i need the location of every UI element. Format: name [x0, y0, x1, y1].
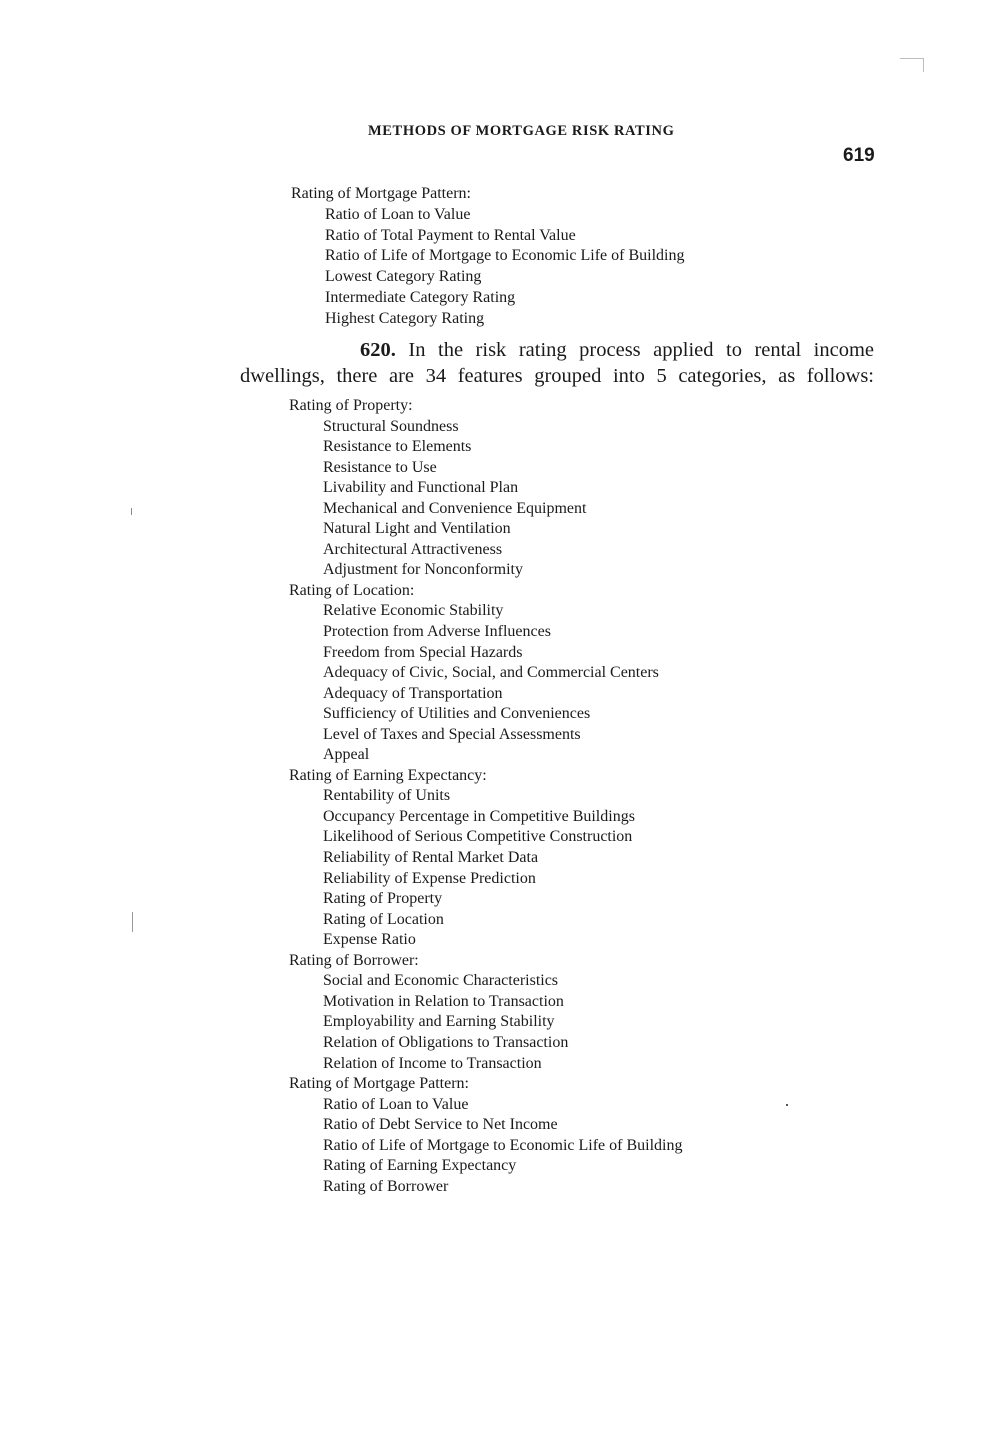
feature-item: Expense Ratio	[323, 931, 416, 949]
section-paragraph	[240, 337, 874, 389]
feature-item: Livability and Functional Plan	[323, 479, 519, 497]
feature-item: Occupancy Percentage in Competitive Buildings	[323, 807, 635, 825]
feature-item: Adequacy of Civic, Social, and Commercial Centers	[323, 664, 659, 682]
feature-item: Ratio of Loan to Value	[325, 205, 471, 223]
feature-item: Sufficiency of Utilities and Conveniences	[323, 705, 591, 723]
feature-item: Rentability of Units	[323, 787, 451, 805]
paragraph-line-2: dwellings, there are 34 features grouped into 5 categories, as follows:	[240, 365, 874, 387]
feature-item: Rating of Earning Expectancy	[323, 1157, 517, 1175]
category-title: Rating of Mortgage Pattern:	[291, 185, 471, 202]
category-title: Rating of Borrower:	[289, 951, 419, 969]
running-title: METHODS OF MORTGAGE RISK RATING	[368, 123, 675, 139]
paragraph-number: 620.	[360, 339, 396, 361]
feature-item: Structural Soundness	[323, 417, 459, 435]
feature-item: Highest Category Rating	[325, 309, 485, 327]
paragraph-line-1: In the risk rating process applied to rental income	[408, 339, 875, 361]
feature-item: Relative Economic Stability	[323, 602, 504, 620]
feature-item: Ratio of Life of Mortgage to Economic Life of Building	[323, 1136, 683, 1154]
feature-item: Relation of Income to Transaction	[323, 1054, 542, 1072]
feature-item: Intermediate Category Rating	[325, 288, 516, 306]
feature-item: Level of Taxes and Special Assessments	[323, 725, 581, 743]
scan-corner-mark	[900, 58, 924, 59]
feature-item: Ratio of Total Payment to Rental Value	[325, 226, 576, 244]
feature-item: Rating of Property	[323, 890, 443, 908]
category-title: Rating of Mortgage Pattern:	[289, 1075, 469, 1093]
scan-speck	[786, 1104, 788, 1106]
feature-item: Ratio of Debt Service to Net Income	[323, 1116, 558, 1134]
scan-corner-mark	[923, 58, 924, 72]
feature-item: Rating of Borrower	[323, 1177, 449, 1195]
feature-item: Ratio of Loan to Value	[323, 1095, 469, 1113]
feature-item: Natural Light and Ventilation	[323, 520, 511, 538]
feature-item: Freedom from Special Hazards	[323, 643, 523, 661]
feature-item: Social and Economic Characteristics	[323, 972, 559, 990]
feature-item: Likelihood of Serious Competitive Construction	[323, 828, 633, 846]
feature-item: Resistance to Use	[323, 458, 437, 476]
continued-feature-list	[291, 184, 684, 330]
feature-item: Resistance to Elements	[323, 438, 472, 456]
feature-item: Relation of Obligations to Transaction	[323, 1033, 569, 1051]
feature-item: Adequacy of Transportation	[323, 684, 503, 702]
feature-item: Protection from Adverse Influences	[323, 623, 551, 641]
category-title: Rating of Property:	[289, 397, 413, 414]
feature-item: Employability and Earning Stability	[323, 1013, 555, 1031]
feature-item: Architectural Attractiveness	[323, 540, 503, 558]
scan-speck	[131, 508, 132, 515]
feature-item: Ratio of Life of Mortgage to Economic Life of Building	[325, 247, 685, 265]
feature-item: Motivation in Relation to Transaction	[323, 992, 564, 1010]
feature-item: Reliability of Rental Market Data	[323, 849, 539, 867]
feature-item: Rating of Location	[323, 910, 444, 928]
feature-item: Adjustment for Nonconformity	[323, 561, 523, 579]
feature-item: Mechanical and Convenience Equipment	[323, 499, 587, 517]
scan-speck	[132, 912, 133, 932]
category-title: Rating of Earning Expectancy:	[289, 766, 487, 784]
category-title: Rating of Location:	[289, 581, 415, 599]
page-number: 619	[843, 145, 875, 166]
feature-item: Appeal	[323, 746, 370, 764]
feature-category-list	[289, 396, 682, 1197]
feature-item: Lowest Category Rating	[325, 268, 482, 286]
feature-item: Reliability of Expense Prediction	[323, 869, 536, 887]
